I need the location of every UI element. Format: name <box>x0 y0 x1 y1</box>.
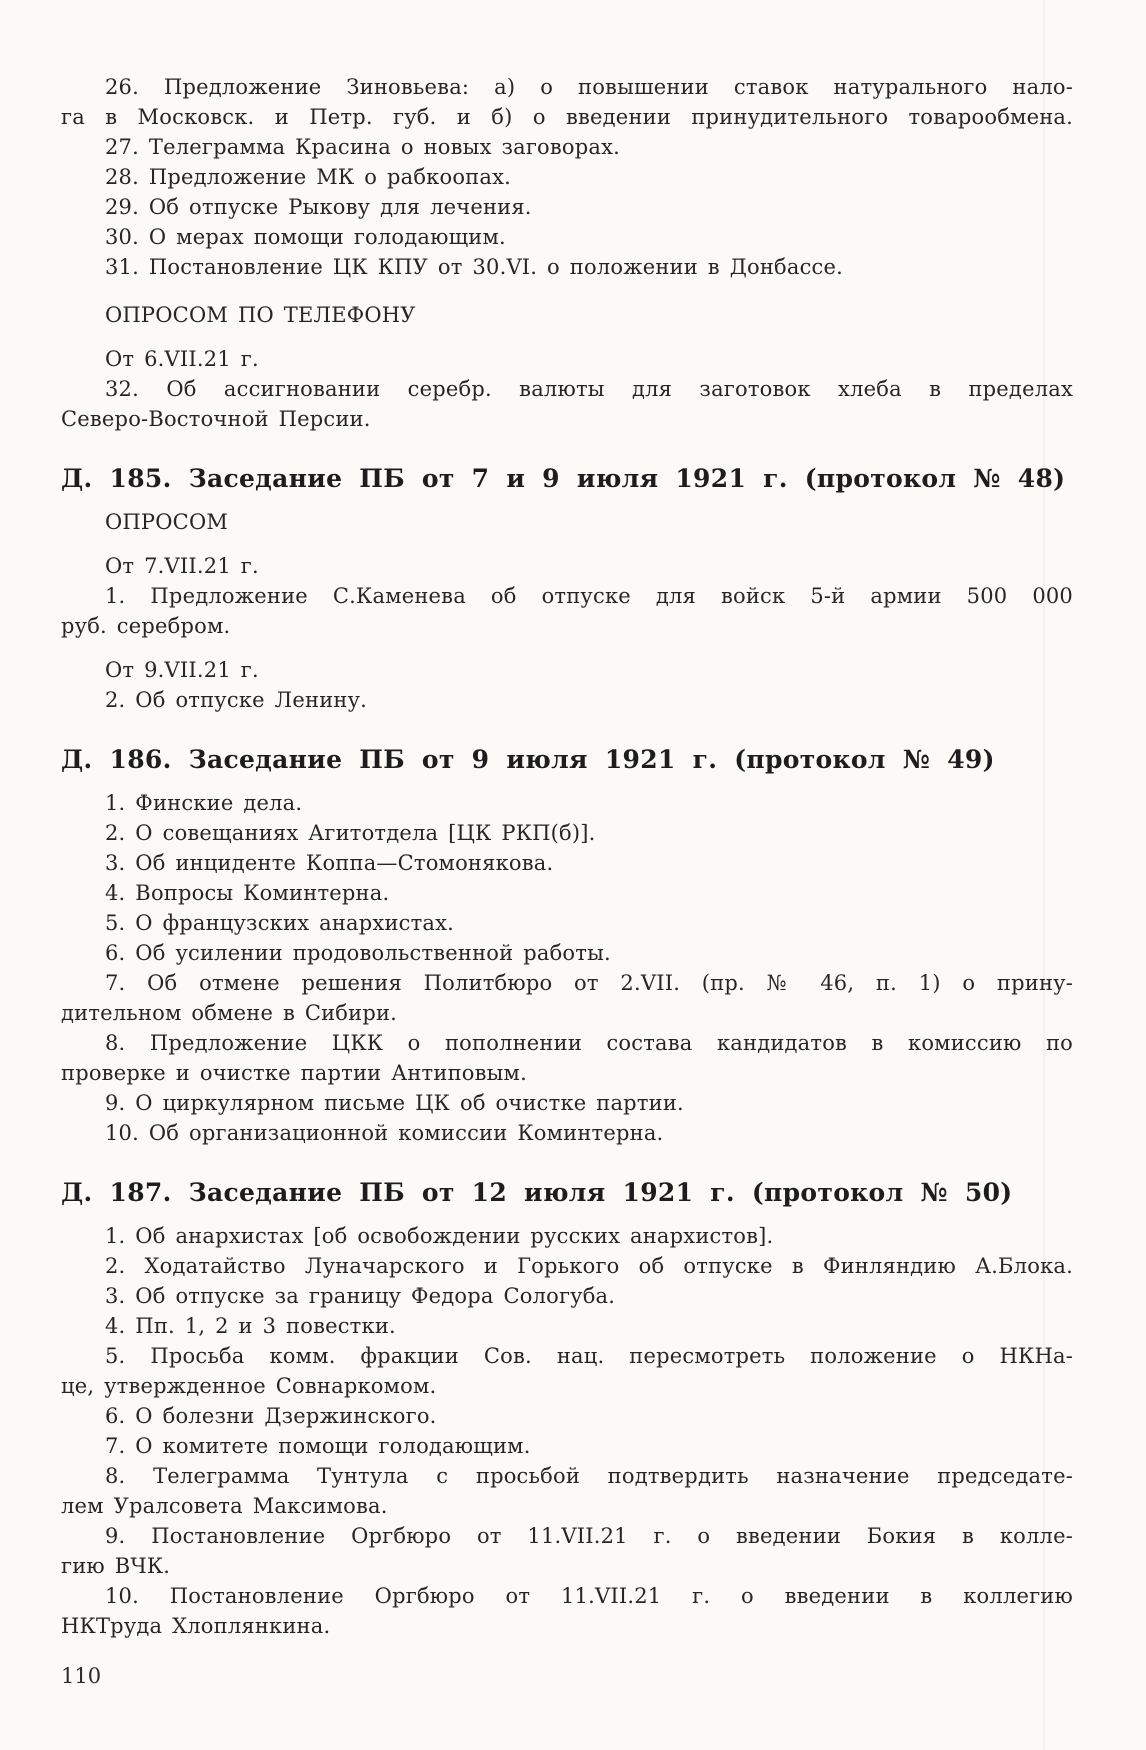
section-heading-d186: Д. 186. Заседание ПБ от 9 июля 1921 г. (протокол № 49) <box>61 745 995 774</box>
list-item: 29. Об отпуске Рыкову для лечения. <box>105 195 532 219</box>
list-item: 5. О французских анархистах. <box>105 911 455 935</box>
list-item-line: 26. Предложение Зиновьева: а) о повышении ставок натурального нало- <box>105 75 1073 99</box>
subheading-poll: ОПРОСОМ <box>105 510 229 534</box>
list-item-line: 8. Телеграмма Тунтула с просьбой подтвердить назначение председате- <box>105 1464 1073 1488</box>
list-item-line: 10. Постановление Оргбюро от 11.VII.21 г. о введении в коллегию <box>105 1584 1073 1608</box>
section-heading-d185: Д. 185. Заседание ПБ от 7 и 9 июля 1921 г. (протокол № 48) <box>61 464 1066 493</box>
list-item-line: дительном обмене в Сибири. <box>61 1001 398 1025</box>
page-number: 110 <box>61 1664 102 1688</box>
list-item <box>61 968 1073 1028</box>
list-item: 4. Пп. 1, 2 и 3 повестки. <box>105 1314 396 1338</box>
date-line: От 6.VII.21 г. <box>105 347 259 371</box>
list-item: 30. О мерах помощи голодающим. <box>105 225 506 249</box>
list-item: 4. Вопросы Коминтерна. <box>105 881 390 905</box>
list-item: 6. Об усилении продовольственной работы. <box>105 941 611 965</box>
list-item: 28. Предложение МК о рабкоопах. <box>105 165 512 189</box>
list-item: 3. Об инциденте Коппа—Стомонякова. <box>105 851 554 875</box>
list-item: 31. Постановление ЦК КПУ от 30.VI. о положении в Донбассе. <box>105 255 844 279</box>
list-item: 6. О болезни Дзержинского. <box>105 1404 437 1428</box>
list-item <box>61 1461 1073 1521</box>
list-item-line: це, утвержденное Совнаркомом. <box>61 1374 437 1398</box>
list-item <box>61 374 1073 434</box>
list-item-line: проверке и очистке партии Антиповым. <box>61 1061 527 1085</box>
list-item <box>61 1581 1073 1641</box>
list-item-line: 9. Постановление Оргбюро от 11.VII.21 г. о введении Бокия в колле- <box>105 1524 1073 1548</box>
list-item <box>61 1521 1073 1581</box>
list-item-line: 1. Предложение С.Каменева об отпуске для войск 5-й армии 500 000 <box>105 584 1073 608</box>
subheading-phone-poll: ОПРОСОМ ПО ТЕЛЕФОНУ <box>105 303 416 327</box>
list-item-line: га в Московск. и Петр. губ. и б) о введении принудительного товарообмена. <box>61 105 1073 129</box>
list-item-line: руб. серебром. <box>61 614 231 638</box>
list-item: 2. О совещаниях Агитотдела [ЦК РКП(б)]. <box>105 821 596 845</box>
date-line: От 9.VII.21 г. <box>105 658 259 682</box>
list-item: 1. Об анархистах [об освобождении русских анархистов]. <box>105 1224 774 1248</box>
list-item: 3. Об отпуске за границу Федора Сологуба. <box>105 1284 616 1308</box>
list-item <box>61 1341 1073 1401</box>
list-item-line: гию ВЧК. <box>61 1554 171 1578</box>
list-item: 1. Финские дела. <box>105 791 303 815</box>
list-item-line: 5. Просьба комм. фракции Сов. нац. пересмотреть положение о НКНа- <box>105 1344 1073 1368</box>
list-item-line: 8. Предложение ЦКК о пополнении состава кандидатов в комиссию по <box>105 1031 1073 1055</box>
list-item <box>61 1028 1073 1088</box>
list-item: 27. Телеграмма Красина о новых заговорах. <box>105 135 621 159</box>
list-item <box>61 581 1073 641</box>
list-item-line: 7. Об отмене решения Политбюро от 2.VII. (пр. № 46, п. 1) о прину- <box>105 971 1073 995</box>
list-item-line: 32. Об ассигновании серебр. валюты для заготовок хлеба в пределах <box>105 377 1073 401</box>
list-item-line: Северо-Восточной Персии. <box>61 407 371 431</box>
date-line: От 7.VII.21 г. <box>105 554 259 578</box>
list-item: 9. О циркулярном письме ЦК об очистке партии. <box>105 1091 684 1115</box>
list-item-line: НКТруда Хлоплянкина. <box>61 1614 331 1638</box>
list-item: 7. О комитете помощи голодающим. <box>105 1434 531 1458</box>
list-item: 10. Об организационной комиссии Коминтерна. <box>105 1121 664 1145</box>
list-item: 2. Об отпуске Ленину. <box>105 688 368 712</box>
list-item-line: лем Уралсовета Максимова. <box>61 1494 388 1518</box>
list-item <box>61 72 1073 132</box>
list-item: 2. Ходатайство Луначарского и Горького об отпуске в Финляндию А.Блока. <box>105 1254 1073 1278</box>
section-heading-d187: Д. 187. Заседание ПБ от 12 июля 1921 г. (протокол № 50) <box>61 1178 1013 1207</box>
